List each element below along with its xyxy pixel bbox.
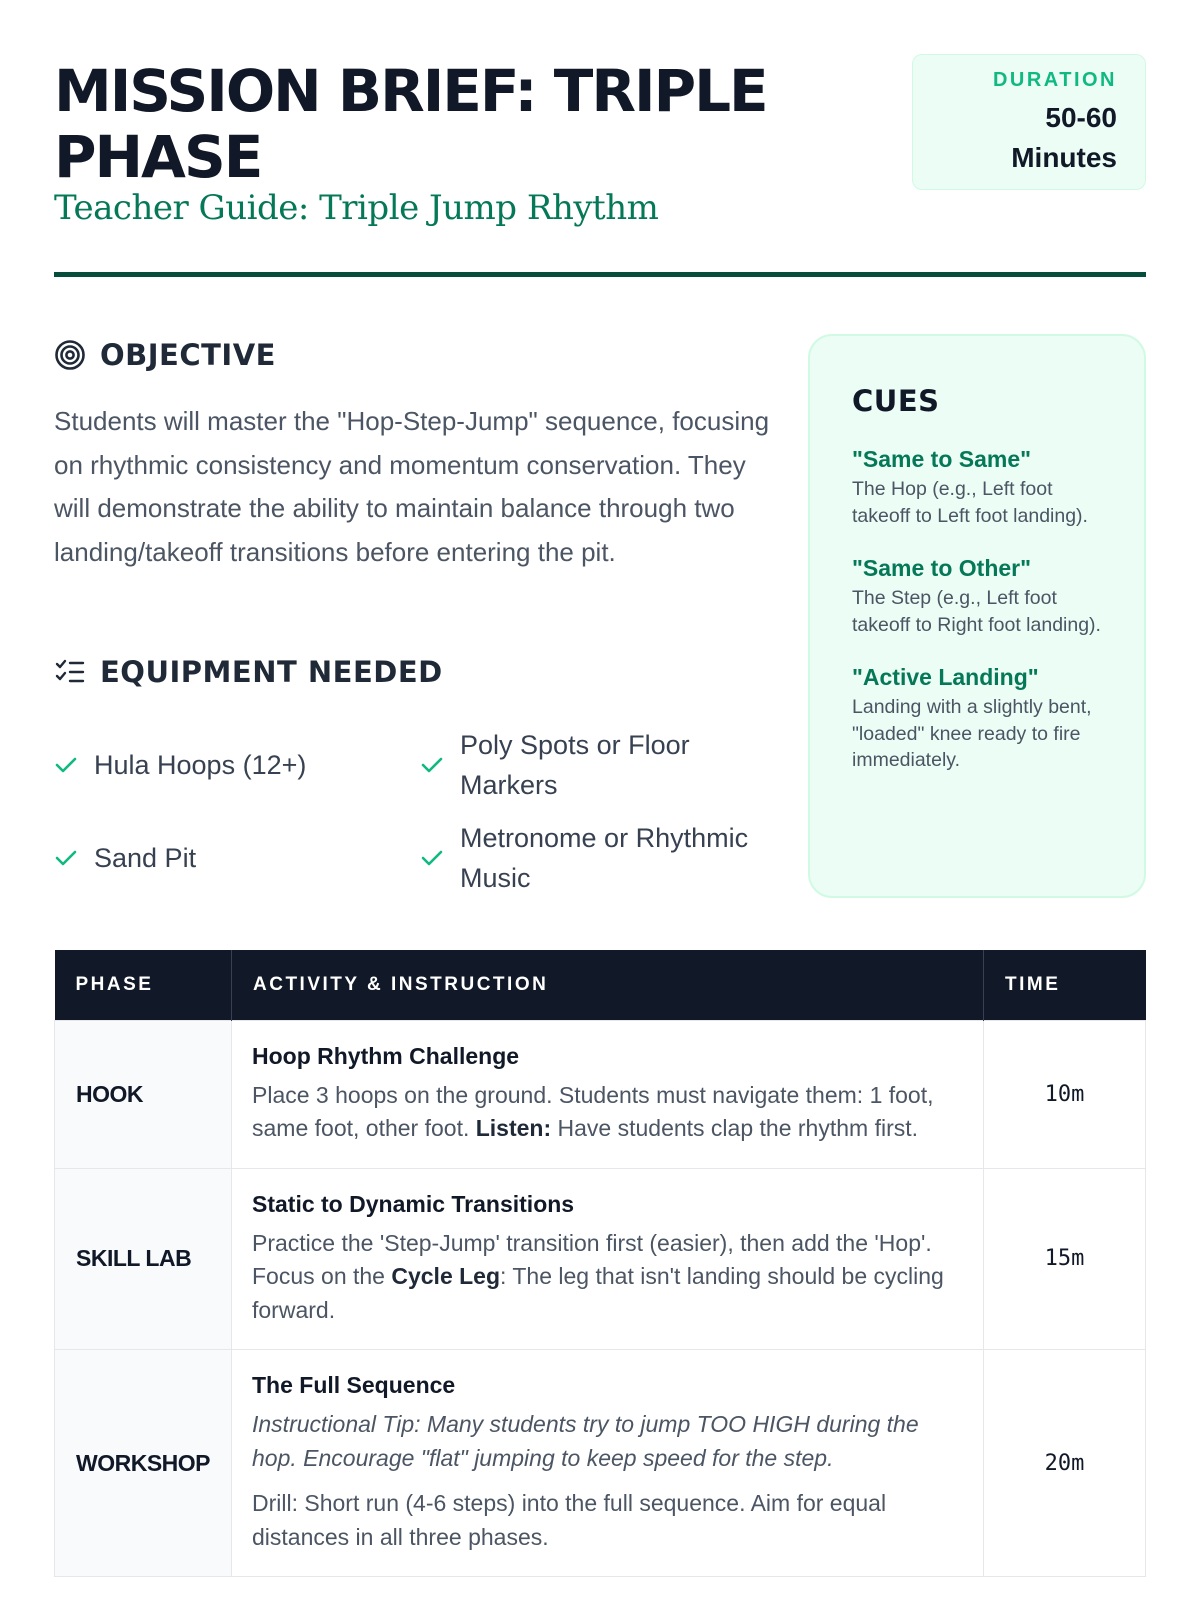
activity-text-part: Practice the 'Step-Jump' transition first (easier), then add the 'Hop'. Focus on the: [252, 1229, 932, 1289]
target-icon: [54, 339, 86, 371]
activity-cell: [232, 1350, 984, 1577]
activity-title: Hoop Rhythm Challenge: [252, 1042, 520, 1069]
cue-name: "Same to Same": [852, 446, 1032, 472]
equipment-heading: [54, 655, 443, 689]
equipment-label: Sand Pit: [94, 843, 197, 873]
activity-text: Drill: Short run (4-6 steps) into the full sequence. Aim for equal distances in all three phases.: [252, 1490, 887, 1550]
cue-name: "Active Landing": [852, 664, 1039, 690]
activity-text-part: Place 3 hoops on the ground. Students must navigate them: 1 foot, same foot, other foot.: [252, 1081, 934, 1141]
duration-card: [912, 54, 1146, 190]
page-subtitle: Teacher Guide: Triple Jump Rhythm: [54, 188, 659, 228]
check-icon: [54, 753, 78, 777]
cue-item: [852, 444, 1110, 529]
equipment-title: EQUIPMENT NEEDED: [100, 655, 443, 689]
time-cell: 15m: [984, 1168, 1146, 1350]
activity-text-part: : The leg that isn't landing should be cycling forward.: [252, 1263, 944, 1323]
phase-cell: HOOK: [55, 1020, 232, 1168]
table-row: [55, 1350, 1146, 1577]
header: [54, 0, 1146, 282]
duration-value-text: 50-60 Minutes: [1011, 102, 1117, 173]
cue-item: [852, 662, 1110, 774]
duration-label: DURATION: [992, 69, 1117, 91]
activity-text-part: Have students clap the rhythm first.: [551, 1115, 919, 1141]
lesson-table: [54, 950, 1146, 1577]
duration-value: [913, 98, 1117, 178]
time-cell: 10m: [984, 1020, 1146, 1168]
phase-cell: WORKSHOP: [55, 1350, 232, 1577]
cues-title: CUES: [852, 384, 940, 418]
equipment-label: Hula Hoops (12+): [94, 750, 307, 780]
cue-description: The Step (e.g., Left foot takeoff to Right foot landing).: [852, 587, 1101, 636]
activity-text-emphasis: Listen:: [475, 1115, 552, 1141]
activity-text: [252, 1227, 947, 1328]
objective-heading: [54, 338, 276, 372]
header-divider: [54, 272, 1146, 277]
column-header-phase: PHASE: [55, 950, 232, 1020]
check-icon: [54, 846, 78, 870]
phase-cell: SKILL LAB: [55, 1168, 232, 1350]
page-title: MISSION BRIEF: TRIPLE PHASE: [54, 57, 767, 191]
equipment-label: Poly Spots or Floor Markers: [460, 730, 690, 800]
time-cell: 20m: [984, 1350, 1146, 1577]
activity-text-emphasis: Cycle Leg: [391, 1263, 501, 1289]
check-icon: [420, 753, 444, 777]
instructional-tip: Instructional Tip: Many students try to jump TOO HIGH during the hop. Encourage "flat" jumping to keep speed for the step.: [252, 1411, 919, 1471]
check-icon: [420, 846, 444, 870]
table-row: [55, 1020, 1146, 1168]
table-header-row: [55, 950, 1146, 1020]
column-header-time: TIME: [984, 950, 1146, 1020]
equipment-label: Metronome or Rhythmic Music: [460, 823, 749, 893]
cue-description: Landing with a slightly bent, "loaded" knee ready to fire immediately.: [852, 696, 1092, 771]
cue-name: "Same to Other": [852, 555, 1032, 581]
equipment-item: [420, 725, 750, 805]
cues-card: [808, 334, 1146, 898]
equipment-item: [420, 818, 760, 898]
cue-description: The Hop (e.g., Left foot takeoff to Left foot landing).: [852, 478, 1088, 527]
column-header-activity: ACTIVITY & INSTRUCTION: [232, 950, 984, 1020]
lesson-plan-page: [54, 0, 1146, 1550]
activity-text: [252, 1079, 947, 1146]
activity-cell: [232, 1168, 984, 1350]
objective-title: OBJECTIVE: [100, 338, 276, 372]
checklist-icon: [54, 656, 86, 688]
equipment-item: [54, 745, 306, 785]
table-row: [55, 1168, 1146, 1350]
activity-title: Static to Dynamic Transitions: [252, 1190, 575, 1217]
cue-item: [852, 553, 1110, 638]
activity-title: The Full Sequence: [252, 1372, 456, 1398]
objective-text: Students will master the "Hop-Step-Jump" sequence, focusing on rhythmic consistency and momentum conservation. They will demonstrate the ability to maintain balance through two landing/takeoff transitions before entering the pit.: [54, 406, 770, 567]
activity-cell: [232, 1020, 984, 1168]
equipment-item: [54, 838, 196, 878]
